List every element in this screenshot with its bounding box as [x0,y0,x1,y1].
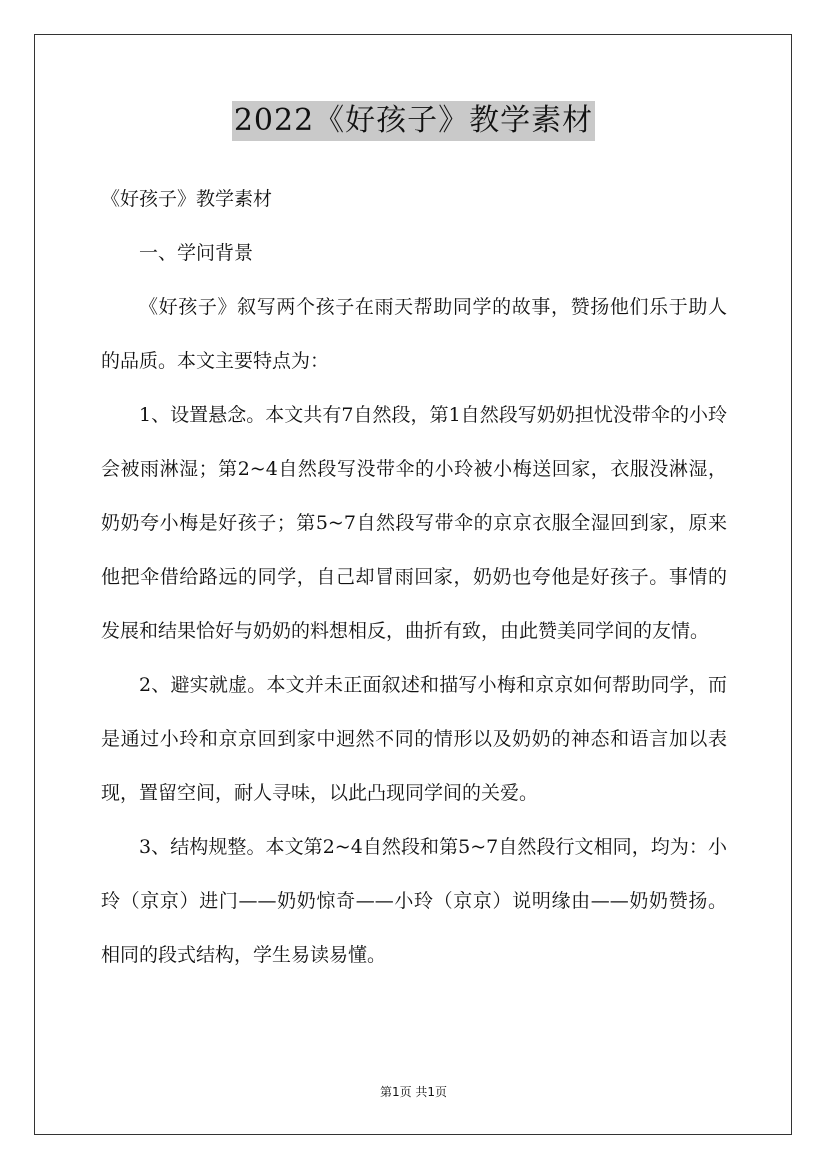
subtitle: 《好孩子》教学素材 [101,188,273,210]
page-footer: 第1页 共1页 [379,1085,448,1099]
paragraph-point-2: 2、避实就虚。本文并未正面叙述和描写小梅和京京如何帮助同学，而是通过小玲和京京回到家中迥然不同的情形以及奶奶的神态和语言加以表现，置留空间，耐人寻味，以此凸现同学间的关爱。 [101,674,727,804]
paragraph-intro: 《好孩子》叙写两个孩子在雨天帮助同学的故事，赞扬他们乐于助人的品质。本文主要特点为： [101,296,727,372]
document-title: 2022《好孩子》教学素材 [232,101,595,141]
document-body [101,172,727,982]
section-heading: 一、学问背景 [139,242,254,264]
title-container [0,101,827,141]
paragraph-point-1: 1、设置悬念。本文共有7自然段，第1自然段写奶奶担忧没带伞的小玲会被雨淋湿；第2~4自然段写没带伞的小玲被小梅送回家，衣服没淋湿，奶奶夸小梅是好孩子；第5~7自然段写带伞的京京衣服全湿回到家，原来他把伞借给路远的同学，自己却冒雨回家，奶奶也夸他是好孩子。事情的发展和结果恰好与奶奶的料想相反，曲折有致，由此赞美同学间的友情。 [101,404,727,642]
paragraph-point-3: 3、结构规整。本文第2~4自然段和第5~7自然段行文相同，均为：小玲（京京）进门——奶奶惊奇——小玲（京京）说明缘由——奶奶赞扬。相同的段式结构，学生易读易懂。 [101,836,727,966]
